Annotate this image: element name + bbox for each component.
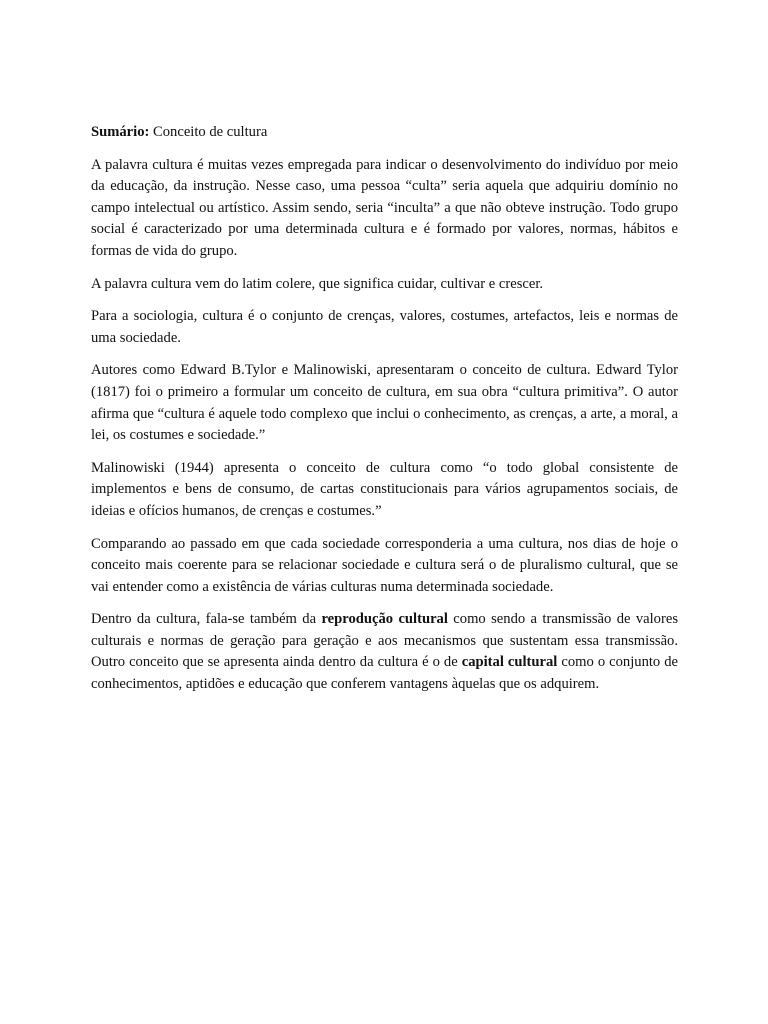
- summary-text: Conceito de cultura: [149, 124, 268, 140]
- term-reproducao-cultural: reprodução cultural: [321, 611, 448, 628]
- paragraph-reproduction-part2: como sendo a transmissão de valores culturais e normas de geração para geração e aos mecanismos que sustentam essa transmissão. Outro conceito que se apresenta ainda dentro da cultura é o de: [91, 611, 678, 671]
- paragraph-etymology: A palavra cultura vem do latim colere, que significa cuidar, cultivar e crescer.: [91, 275, 544, 292]
- summary-line: [91, 122, 678, 144]
- summary-label: Sumário:: [91, 124, 150, 140]
- paragraph-sociology: Para a sociologia, cultura é o conjunto de crenças, valores, costumes, artefactos, leis e normas de uma sociedade.: [91, 308, 678, 346]
- paragraph-reproduction-part3: como o conjunto de conhecimentos, aptidões e educação que conferem vantagens àquelas que os adquirem.: [91, 654, 679, 693]
- paragraph-authors: Autores como Edward B.Tylor e Malinowiski, apresentaram o conceito de cultura. Edward Tylor (1817) foi o primeiro a formular um conceito de cultura, em sua obra “cultura primitiva”. O autor afirma que “cultura é aquele todo complexo que inclui o conhecimento, as crenças, a arte, a moral, a lei, os costumes e sociedade.”: [91, 362, 678, 444]
- term-capital-cultural: capital cultural: [461, 654, 558, 671]
- paragraph-reproduction-part1: Dentro da cultura, fala-se também da: [91, 611, 322, 628]
- paragraph-malinowiski: Malinowiski (1944) apresenta o conceito de cultura como “o todo global consistente de implementos e bens de consumo, de cartas constitucionais para vários agrupamentos sociais, de ideias e ofícios humanos, de crenças e costumes.”: [91, 459, 678, 519]
- paragraph-pluralism: Comparando ao passado em que cada sociedade corresponderia a uma cultura, nos dias de hoje o conceito mais coerente para se relacionar sociedade e cultura será o de pluralismo cultural, que se vai entender como a existência de várias culturas numa determinada sociedade.: [91, 535, 678, 595]
- paragraph-reproduction: [91, 609, 678, 695]
- paragraph-culture-definition: A palavra cultura é muitas vezes empregada para indicar o desenvolvimento do indivíduo por meio da educação, da instrução. Nesse caso, uma pessoa “culta” seria aquela que adquiriu domínio no campo intelectual ou artístico. Assim sendo, seria “inculta” a que não obteve instrução. Todo grupo social é caracterizado por uma determinada cultura e é formado por valores, normas, hábitos e formas de vida do grupo.: [91, 156, 678, 259]
